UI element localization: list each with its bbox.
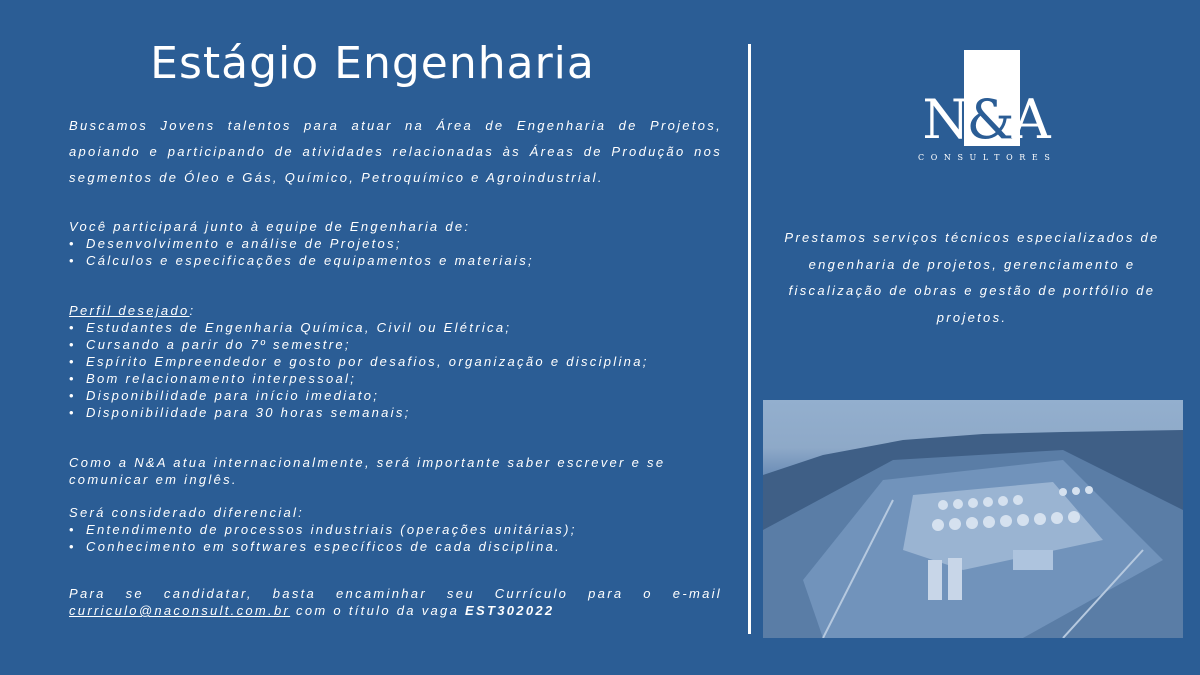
company-tagline: Prestamos serviços técnicos especializados de engenharia de projetos, gerenciamento e fiscalização de obras e gestão de portfólio de projetos. [784, 230, 1160, 325]
apply-line: Para se candidatar, basta encaminhar seu Currículo para o e-mail [69, 586, 722, 601]
list-item: • Disponibilidade para 30 horas semanais; [69, 404, 722, 421]
list-item: • Cálculos e especificações de equipamentos e materiais; [69, 252, 722, 269]
profile-list [69, 319, 722, 421]
email-link[interactable]: curriculo@naconsult.com.br [69, 603, 291, 618]
colon: : [189, 303, 196, 318]
list-item: • Estudantes de Engenharia Química, Civil ou Elétrica; [69, 319, 722, 336]
logo-ampersand: & [966, 88, 1012, 151]
list-item: • Disponibilidade para início imediato; [69, 387, 722, 404]
logo-letter-n: N [922, 88, 967, 151]
activities-heading: Você participará junto à equipe de Engenharia de: [69, 219, 471, 234]
list-item: • Conhecimento em softwares específicos de cada disciplina. [69, 538, 722, 555]
differential-heading: Será considerado diferencial: [69, 505, 305, 520]
logo-subtitle: CONSULTORES [918, 153, 1057, 162]
intro-paragraph: Buscamos Jovens talentos para atuar na Área de Engenharia de Projetos, apoiando e participando de atividades relacionadas às Áreas de Produção nos segmentos de Óleo e Gás, Químico, Petroquímico e Agroindustrial. [69, 118, 722, 185]
vertical-divider [748, 44, 751, 634]
logo-letter-a: A [1011, 88, 1048, 151]
industrial-plant-illustration [763, 400, 1183, 638]
profile-section [69, 302, 722, 421]
international-note: Como a N&A atua internacionalmente, será importante saber escrever e se comunicar em inglês. [69, 455, 666, 487]
profile-heading-line [69, 302, 722, 319]
industrial-plant-photo [763, 400, 1183, 638]
job-code: EST302022 [465, 603, 555, 618]
differential-section [69, 504, 722, 555]
apply-middle: com o título da vaga [296, 603, 460, 618]
profile-heading: Perfil desejado [69, 303, 190, 318]
apply-instructions [69, 585, 722, 619]
differential-list [69, 521, 722, 555]
job-description [69, 113, 722, 619]
page-title: Estágio Engenharia [150, 38, 595, 89]
activities-section [69, 218, 722, 269]
list-item: • Entendimento de processos industriais (operações unitárias); [69, 521, 722, 538]
list-item: • Espírito Empreendedor e gosto por desafios, organização e disciplina; [69, 353, 722, 370]
logo-mark [915, 90, 1055, 150]
list-item: • Desenvolvimento e análise de Projetos; [69, 235, 722, 252]
company-logo [915, 50, 1055, 170]
activities-list [69, 235, 722, 269]
list-item: • Bom relacionamento interpessoal; [69, 370, 722, 387]
list-item: • Cursando a parir do 7º semestre; [69, 336, 722, 353]
